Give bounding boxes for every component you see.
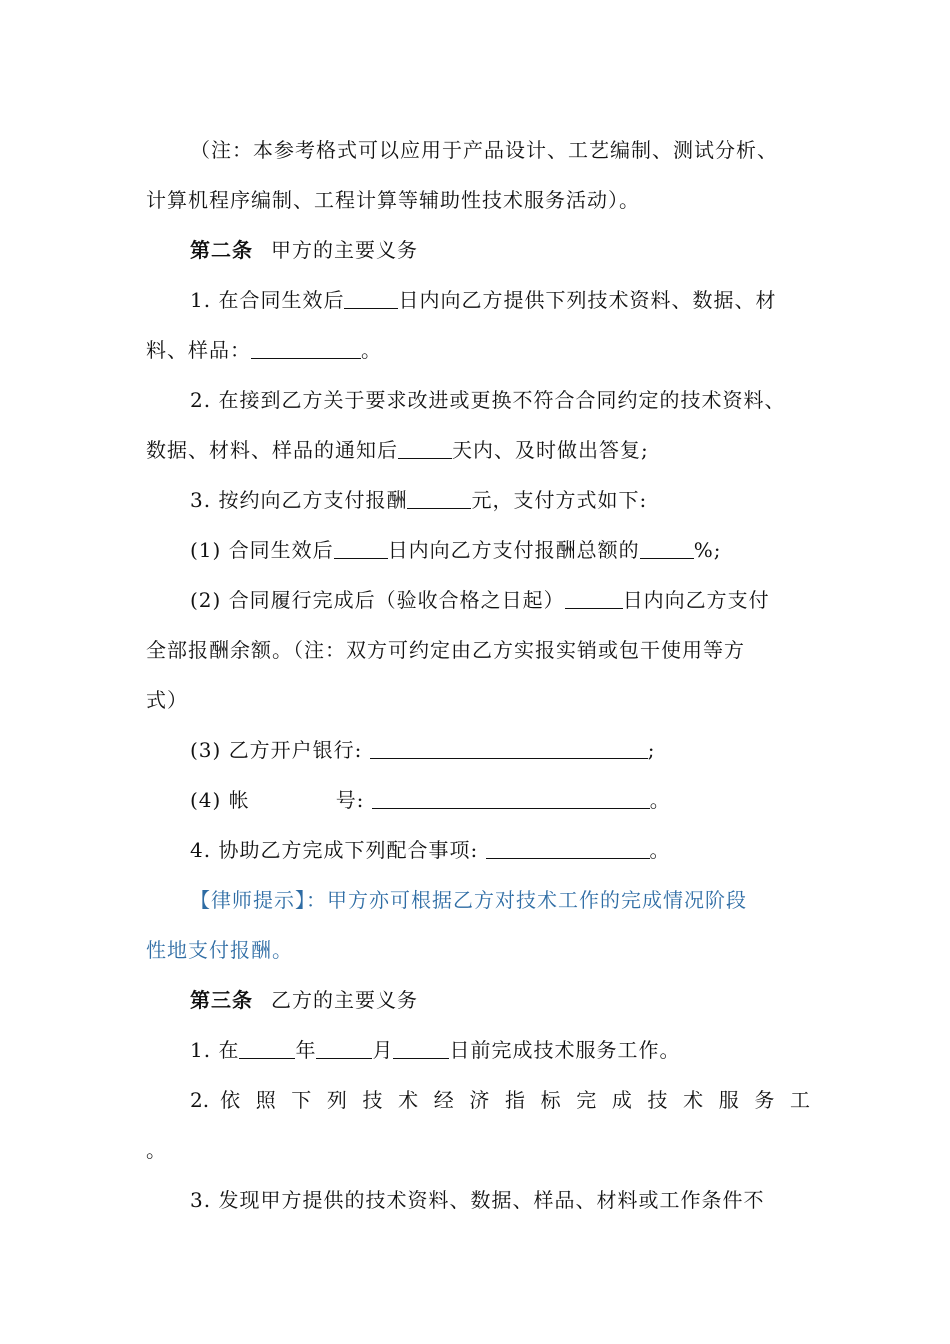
article-2-item-1: [190, 285, 810, 315]
payment-clause-1: [190, 535, 810, 565]
item-text: 2. 依 照 下 列 技 术 经 济 指 标 完 成 技 术 服 务 工: [190, 1088, 810, 1112]
item-text: 元，支付方式如下:: [471, 488, 648, 512]
item-text: 日前完成技术服务工作。: [449, 1038, 681, 1062]
fill-blank: [640, 538, 694, 559]
item-text: 天内、及时做出答复;: [452, 438, 649, 462]
fill-blank: [251, 338, 361, 359]
fill-blank: [393, 1038, 449, 1059]
fill-blank: [239, 1038, 295, 1059]
article-3-heading: [190, 985, 810, 1015]
article-2-item-2: 2. 在接到乙方关于要求改进或更换不符合合同约定的技术资料、: [190, 388, 786, 412]
item-text: 。: [361, 338, 382, 362]
item-text: ;: [647, 738, 656, 762]
fill-blank: [565, 588, 623, 609]
item-text: 日内向乙方支付: [622, 588, 770, 612]
article-number: 第二条: [190, 238, 253, 262]
article-2-heading: [190, 235, 810, 265]
payment-clause-2-end: 式）: [146, 688, 188, 712]
lawyer-tip: [190, 885, 810, 915]
item-text: 4. 协助乙方完成下列配合事项:: [190, 838, 479, 862]
fill-blank: [372, 788, 650, 809]
fill-blank: [486, 838, 650, 859]
article-title: 乙方的主要义务: [271, 988, 418, 1012]
item-text: 。: [649, 838, 671, 862]
article-3-item-1: [190, 1035, 810, 1065]
item-text: 月: [372, 1038, 394, 1062]
item-text: 1. 在: [190, 1038, 240, 1062]
fill-blank: [344, 288, 398, 309]
item-text: (2) 合同履行完成后（验收合格之日起）: [190, 588, 565, 612]
fill-blank: [407, 488, 471, 509]
bank-field: [190, 735, 810, 765]
item-text: %;: [693, 538, 722, 562]
payment-clause-2-cont: 全部报酬余额。（注：双方可约定由乙方实报实销或包干使用等方: [146, 638, 745, 662]
item-text: 料、样品：: [146, 338, 251, 362]
note-line-2: 计算机程序编制、工程计算等辅助性技术服务活动）。: [146, 188, 640, 212]
item-text: 日内向乙方提供下列技术资料、数据、材: [398, 288, 777, 312]
article-2-item-2-cont: [146, 435, 810, 465]
item-text: 年: [295, 1038, 317, 1062]
item-text: (1) 合同生效后: [190, 538, 334, 562]
item-text: 1. 在合同生效后: [190, 288, 345, 312]
article-title: 甲方的主要义务: [271, 238, 418, 262]
lawyer-tip-cont: 性地支付报酬。: [146, 938, 293, 962]
fill-blank: [370, 738, 648, 759]
fill-blank: [334, 538, 388, 559]
note-line-1: （注：本参考格式可以应用于产品设计、工艺编制、测试分析、: [190, 138, 778, 162]
article-2-item-1-cont: [146, 335, 810, 365]
tip-label: 【律师提示】: [190, 888, 306, 912]
item-text: (3) 乙方开户银行:: [190, 738, 363, 762]
article-3-item-2: [190, 1085, 810, 1115]
item-text: 号:: [335, 788, 365, 812]
article-number: 第三条: [190, 988, 253, 1012]
fill-blank: [398, 438, 452, 459]
article-3-item-2-end: 。: [146, 1138, 167, 1162]
item-text: 。: [649, 788, 671, 812]
account-field: [190, 785, 810, 815]
item-text: 日内向乙方支付报酬总额的: [387, 538, 640, 562]
item-text: (4) 帐: [190, 788, 250, 812]
item-text: 数据、材料、样品的通知后: [146, 438, 398, 462]
item-text: 3. 按约向乙方支付报酬: [190, 488, 408, 512]
payment-clause-2: [190, 585, 810, 615]
fill-blank: [316, 1038, 372, 1059]
article-3-item-3: 3. 发现甲方提供的技术资料、数据、样品、材料或工作条件不: [190, 1188, 765, 1212]
tip-text: ：甲方亦可根据乙方对技术工作的完成情况阶段: [306, 888, 747, 912]
article-2-item-4: [190, 835, 810, 865]
article-2-item-3: [190, 485, 810, 515]
